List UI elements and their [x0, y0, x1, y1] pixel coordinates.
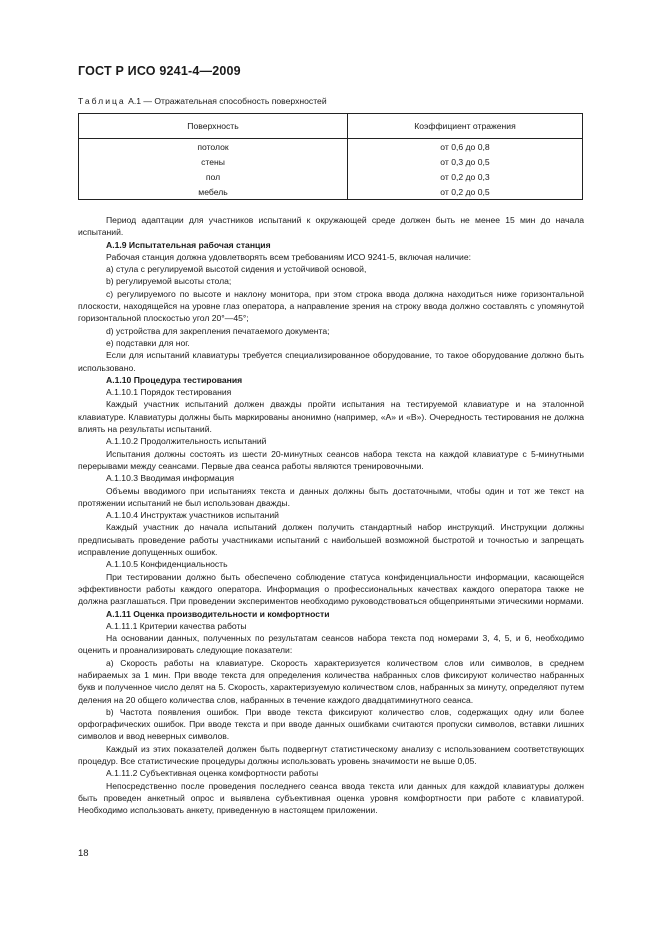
column-header-surface: Поверхность — [79, 114, 348, 139]
reflectance-table — [78, 113, 583, 200]
paragraph-a1104: Каждый участник до начала испытаний должен получить стандартный набор инструкций. Инструкции должны предписывать проведение работы участниками испытаний с наибольшей возможной быстротой и точностью и запрещать исправление допущенных ошибок. — [78, 522, 584, 558]
table-row — [79, 169, 583, 184]
section-heading-a19: А.1.9 Испытательная рабочая станция — [106, 239, 271, 250]
table-caption — [78, 96, 327, 106]
caption-title: А.1 — Отражательная способность поверхностей — [125, 96, 327, 106]
cell-surface: пол — [79, 169, 348, 184]
table-header-row — [79, 114, 583, 139]
table-row — [79, 154, 583, 169]
paragraph-a1112: Непосредственно после проведения последнего сеанса ввода текста или данных для каждой клавиатуры должен быть проведен анкетный опрос и выявлена субъективная оценка уровня комфортности при работе с клавиатурой. Необходимо использовать анкету, приведенную в настоящем приложении. — [78, 780, 584, 816]
subsection-heading-a1103: А.1.10.3 Вводимая информация — [106, 473, 234, 484]
paragraph-adaptation: Период адаптации для участников испытаний к окружающей среде должен быть не менее 15 мин до начала испытаний. — [78, 215, 584, 238]
list-item-b: b) регулируемой высоты стола; — [106, 276, 232, 287]
paragraph-a1102: Испытания должны состоять из шести 20-минутных сеансов набора текста на каждой клавиатуре с 5-минутными перерывами между сеансами. Первые два сеанса работы являются тренировочными. — [78, 448, 584, 471]
subsection-heading-a1102: А.1.10.2 Продолжительность испытаний — [106, 436, 267, 447]
page-number: 18 — [78, 848, 89, 859]
list-item-d: d) устройства для закрепления печатаемого документа; — [106, 325, 330, 336]
list-item-c: c) регулируемого по высоте и наклону монитора, при этом строка ввода должна находиться ниже горизонтальной плоскости, находящейся на уровне глаз оператора, а направление зрения на строку ввода должно составлять с упомянутой горизонтальной плоскостью угол 20°—45°; — [78, 288, 584, 324]
cell-coefficient: от 0,2 до 0,5 — [348, 184, 583, 200]
cell-coefficient: от 0,6 до 0,8 — [348, 139, 583, 155]
document-header: ГОСТ Р ИСО 9241-4—2009 — [78, 64, 241, 78]
subsection-heading-a1111: А.1.11.1 Критерии качества работы — [106, 620, 247, 631]
cell-coefficient: от 0,3 до 0,5 — [348, 154, 583, 169]
subsection-heading-a1101: А.1.10.1 Порядок тестирования — [106, 387, 232, 398]
paragraph-statistics: Каждый из этих показателей должен быть подвергнут статистическому анализу с использованием соответствующих процедур. Все статистические процедуры должны использовать уровень значимости не выше 0,05. — [78, 743, 584, 767]
paragraph-a1105: При тестировании должно быть обеспечено соблюдение статуса конфиденциальности информации, касающейся эффективности работы каждого оператора. Информация о профессиональных качествах каждого оператора также не должна разглашаться. При проведении экспериментов необходимо руководствоваться общепринятыми этическими нормами. — [78, 571, 584, 607]
paragraph-speed: a) Скорость работы на клавиатуре. Скорость характеризуется количеством слов или символов, в среднем набираемых за 1 мин. При вводе текста для определения количества набранных слов фиксируют количество набранных букв и полученное число делят на 5. Скорость, характеризуемую количеством слов, набранных за минуту, определяют путем деления на 20 общего количества слов, набранных в течение каждого двадцатиминутного сеанса. — [78, 657, 584, 705]
paragraph-a1111: На основании данных, полученных по результатам сеансов набора текста под номерами 3, 4, 5, и 6, необходимо оценить и проанализировать следующие показатели: — [78, 633, 584, 656]
cell-surface: потолок — [79, 139, 348, 155]
section-heading-a110: А.1.10 Процедура тестирования — [106, 374, 243, 385]
caption-label: Таблица — [78, 96, 126, 106]
table-row — [79, 184, 583, 200]
list-item-a: a) стула с регулируемой высотой сидения и устойчивой основой, — [106, 264, 367, 275]
subsection-heading-a1104: А.1.10.4 Инструктаж участников испытаний — [106, 510, 279, 521]
cell-coefficient: от 0,2 до 0,3 — [348, 169, 583, 184]
list-item-e: e) подставки для ног. — [106, 337, 190, 348]
paragraph-a1103: Объемы вводимого при испытаниях текста и данных должны быть достаточными, чтобы один и тот же текст на протяжении испытаний не был использован дважды. — [78, 485, 584, 508]
cell-surface: мебель — [79, 184, 348, 200]
body-text — [78, 214, 584, 817]
table-row — [79, 139, 583, 155]
column-header-coefficient: Коэффициент отражения — [348, 114, 583, 139]
subsection-heading-a1105: А.1.10.5 Конфиденциальность — [106, 559, 228, 570]
paragraph-a1101: Каждый участник испытаний должен дважды пройти испытания на тестируемой клавиатуре и на эталонной клавиатуре. Клавиатуры должны быть маркированы анонимно (например, «А» и «В»). Очередность тестирования не должна влиять на результаты испытаний. — [78, 399, 584, 435]
section-heading-a111: А.1.11 Оценка производительности и комфортности — [106, 608, 330, 619]
paragraph-special-equipment: Если для испытаний клавиатуры требуется специализированное оборудование, то такое оборудование должно быть использовано. — [78, 350, 584, 373]
paragraph-errors: b) Частота появления ошибок. При вводе текста фиксируют количество слов, содержащих одну или более орфографических ошибок. При вводе текста и при вводе данных ошибками считаются пропуски символов, вставки лишних символов и ввод неверных символов. — [78, 706, 584, 742]
paragraph-a19: Рабочая станция должна удовлетворять всем требованиям ИСО 9241-5, включая наличие: — [106, 251, 472, 262]
cell-surface: стены — [79, 154, 348, 169]
subsection-heading-a1112: А.1.11.2 Субъективная оценка комфортности работы — [106, 768, 319, 779]
